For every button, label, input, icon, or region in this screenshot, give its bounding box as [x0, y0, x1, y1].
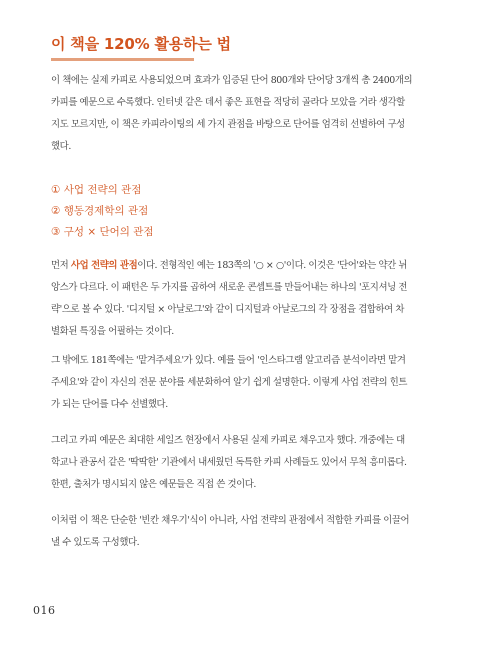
paragraph-line: 낼 수 있도록 구성했다.: [51, 537, 140, 548]
paragraph-line: 략'으로 볼 수 있다. '디지털 × 아날로그'와 같이 디지털과 아날로그의 각 장점을 겹합하여 차: [51, 304, 405, 315]
paragraph-line: 가 되는 단어를 다수 선별했다.: [51, 399, 168, 410]
paragraph-line: 앙스가 다르다. 이 패턴은 두 가지를 곱하여 새로운 콘셉트를 만들어내는 하나의 '포지셔닝 전: [51, 282, 408, 293]
perspectives-list: [51, 180, 154, 243]
examples-paragraph: [51, 350, 456, 416]
perspective-item: ③ 구성 × 단어의 관점: [51, 226, 154, 238]
page-number: 016: [33, 604, 56, 617]
paragraph-text: 이다. 전형적인 예는 183쪽의 '○ × ○'이다. 이것은 '단어'와는 약간 뉘: [137, 260, 408, 271]
paragraph-line: 주세요'와 같이 자신의 전문 분야를 세분화하여 알기 쉽게 설명한다. 이렇게 사업 전략의 힌트: [51, 377, 408, 388]
paragraph-line: 지도 모르지만, 이 책은 카피라이팅의 세 가지 관점을 바탕으로 단어를 엄격히 선별하여 구성: [51, 119, 405, 130]
perspective-item: ② 행동경제학의 관점: [51, 205, 149, 217]
paragraph-line: 한편, 출처가 명시되지 않은 예문들은 직접 쓴 것이다.: [51, 479, 257, 490]
perspective-item: ① 사업 전략의 관점: [51, 184, 142, 196]
title-underline: [51, 58, 194, 61]
paragraph-line: 그리고 카피 예문은 최대한 세일즈 현장에서 사용된 실제 카피로 채우고자 했다. 개중에는 대: [51, 435, 405, 446]
paragraph-line: 그 밖에도 181쪽에는 '맡겨주세요'가 있다. 예를 들어 '인스타그램 알고리즘 분석이라면 맡겨: [51, 355, 406, 366]
conclusion-paragraph: [51, 510, 456, 554]
paragraph-line: 했다.: [51, 141, 71, 152]
paragraph-line: [51, 255, 456, 277]
business-strategy-paragraph: [51, 255, 456, 343]
paragraph-line: 카피를 예문으로 수록했다. 인터넷 같은 데서 좋은 표현을 적당히 골라다 모았을 거라 생각할: [51, 97, 405, 108]
paragraph-line: 이 책에는 실제 카피로 사용되었으며 효과가 입증된 단어 800개와 단어당 3개씩 총 2400개의: [51, 75, 413, 86]
highlighted-term: 사업 전략의 관점: [70, 260, 138, 271]
intro-paragraph: [51, 70, 456, 158]
paragraph-line: 이처럼 이 책은 단순한 '빈칸 채우기'식이 아니라, 사업 전략의 관점에서 적합한 카피를 이끌어: [51, 515, 410, 526]
copy-examples-paragraph: [51, 430, 456, 496]
paragraph-text: 먼저: [51, 260, 71, 271]
paragraph-line: 별화된 특징을 어필하는 것이다.: [51, 326, 174, 337]
section-title: 이 책을 120% 활용하는 법: [51, 35, 231, 53]
paragraph-line: 학교나 관공서 같은 '딱딱한' 기관에서 내세웠던 독특한 카피 사례들도 있어서 무척 흥미롭다.: [51, 457, 407, 468]
